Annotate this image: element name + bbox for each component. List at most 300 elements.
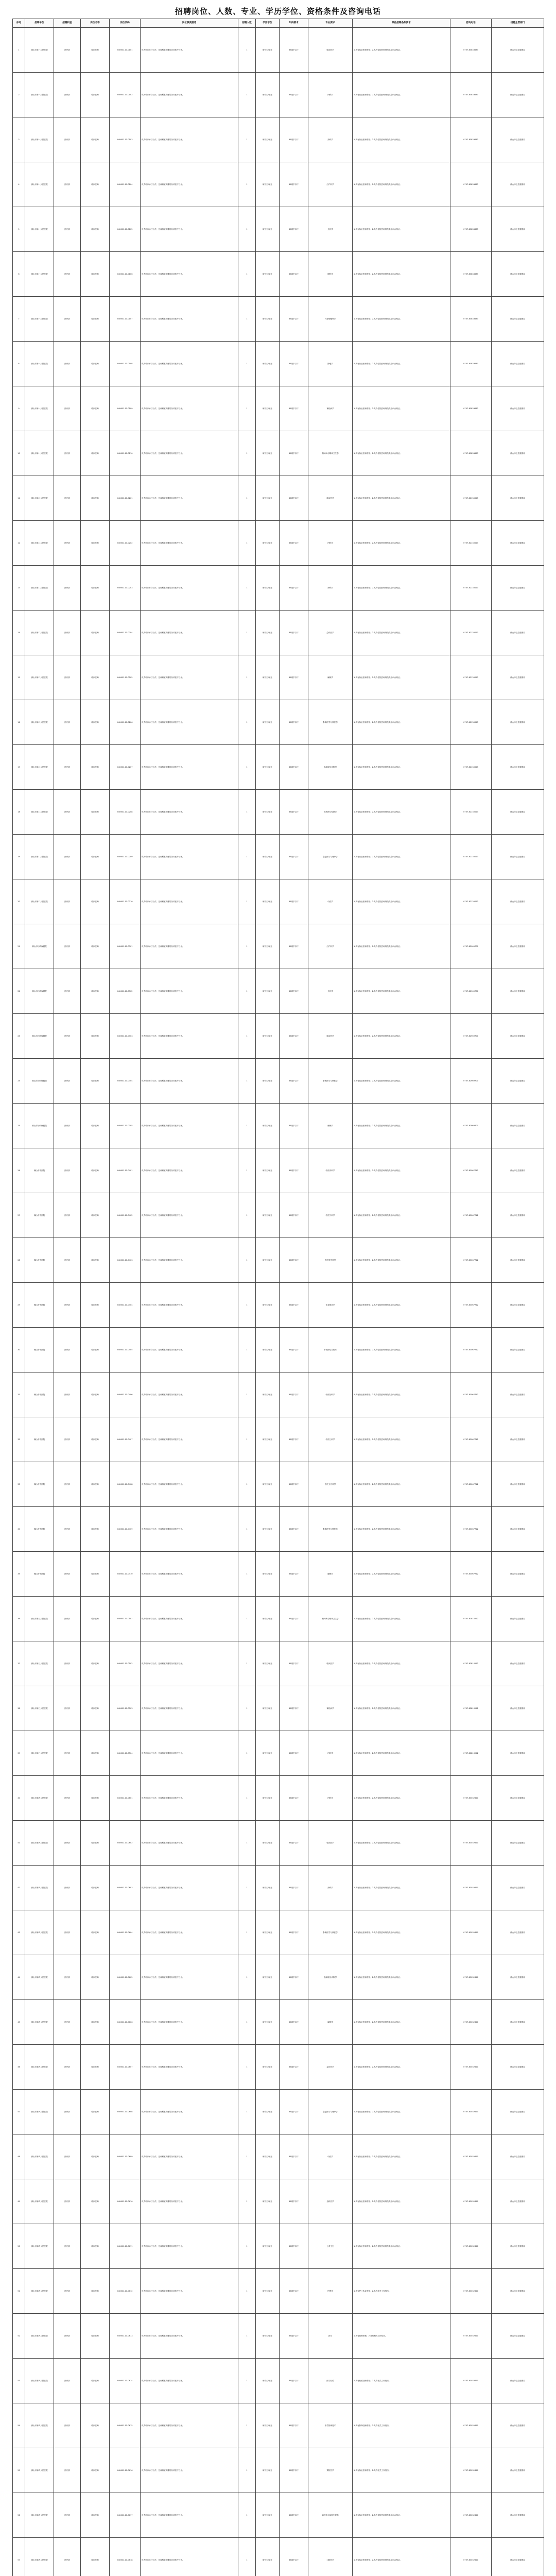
cell-tel: 0757-83067712 [450, 1552, 492, 1597]
cell-org: 佛山市第二人民医院 [25, 655, 54, 700]
cell-dept: 医疗部 [54, 1059, 81, 1104]
cell-code: 440601-11-0201 [110, 476, 141, 521]
cell-edu: 研究生/硕士 [256, 1866, 280, 1910]
cell-age: 35周岁以下 [280, 1283, 308, 1328]
cell-code: 440601-11-0614 [110, 2359, 141, 2403]
cell-edu: 研究生/硕士 [256, 1731, 280, 1776]
cell-post: 临床医师 [81, 1283, 110, 1328]
cell-req: 1.具有影像技师资格；2.具有相关工作经历。 [353, 2403, 450, 2448]
cell-req: 1.具有执业医师资格；2.具有住院医师规范化培训合格证。 [353, 745, 450, 790]
cell-post: 临床医师 [81, 2134, 110, 2179]
cell-num: 1 [238, 2179, 256, 2224]
table-row [13, 745, 544, 790]
table-row [13, 2493, 544, 2538]
cell-post: 临床医师 [81, 297, 110, 342]
cell-edu: 研究生/硕士 [256, 969, 280, 1014]
cell-tel: 0757-83032620 [450, 1955, 492, 2000]
cell-code: 440601-11-0618 [110, 2538, 141, 2576]
cell-age: 35周岁以下 [280, 431, 308, 476]
cell-num: 1 [238, 342, 256, 386]
cell-age: 35周岁以下 [280, 879, 308, 924]
cell-dep: 佛山市卫生健康局 [492, 2000, 544, 2045]
cell-duty: 负责临床诊疗工作，完成科室安排的各项医疗任务。 [141, 1866, 238, 1910]
cell-edu: 研究生/硕士 [256, 1372, 280, 1417]
cell-no: 15 [13, 655, 25, 700]
cell-req: 1.具有执业医师资格；2.具有住院医师规范化培训合格证。 [353, 1193, 450, 1238]
cell-major: 精神病与精神卫生学 [308, 431, 353, 476]
cell-code: 440601-11-0104 [110, 162, 141, 207]
cell-req: 1.具有执业医师资格；2.具有住院医师规范化培训合格证。 [353, 1462, 450, 1507]
cell-age: 35周岁以下 [280, 700, 308, 745]
cell-dep: 佛山市卫生健康局 [492, 207, 544, 252]
cell-org: 佛山市第四人民医院 [25, 1955, 54, 2000]
cell-num: 1 [238, 207, 256, 252]
cell-major: 麻醉学 [308, 1104, 353, 1148]
cell-duty: 负责临床诊疗工作，完成科室安排的各项医疗任务。 [141, 1148, 238, 1193]
cell-org: 佛山市第四人民医院 [25, 1821, 54, 1866]
cell-code: 440601-11-0203 [110, 566, 141, 611]
cell-no: 24 [13, 1059, 25, 1104]
cell-org: 佛山市第四人民医院 [25, 1776, 54, 1821]
cell-req: 1.具有执业医师资格；2.具有住院医师规范化培训合格证。 [353, 1552, 450, 1597]
table-row [13, 2359, 544, 2403]
cell-duty: 负责临床诊疗工作，完成科室安排的各项医疗任务。 [141, 1641, 238, 1686]
cell-no: 34 [13, 1507, 25, 1552]
cell-duty: 负责临床诊疗工作，完成科室安排的各项医疗任务。 [141, 1059, 238, 1104]
cell-dep: 佛山市卫生健康局 [492, 1641, 544, 1686]
cell-num: 1 [238, 1283, 256, 1328]
cell-duty: 负责临床诊疗工作，完成科室安排的各项医疗任务。 [141, 1283, 238, 1328]
cell-no: 25 [13, 1104, 25, 1148]
cell-org: 佛山市第二人民医院 [25, 790, 54, 835]
cell-dep: 佛山市卫生健康局 [492, 700, 544, 745]
cell-dep: 佛山市卫生健康局 [492, 969, 544, 1014]
cell-edu: 研究生/硕士 [256, 1821, 280, 1866]
cell-req: 1.具有执业医师资格；2.具有住院医师规范化培训合格证。 [353, 2134, 450, 2179]
cell-edu: 研究生/硕士 [256, 1104, 280, 1148]
cell-dept: 医疗部 [54, 1462, 81, 1507]
table-row [13, 476, 544, 521]
cell-num: 1 [238, 2538, 256, 2576]
cell-edu: 研究生/硕士 [256, 2359, 280, 2403]
cell-no: 38 [13, 1686, 25, 1731]
cell-num: 1 [238, 924, 256, 969]
cell-age: 35周岁以下 [280, 1328, 308, 1372]
table-row [13, 1238, 544, 1283]
cell-num: 1 [238, 1597, 256, 1641]
cell-duty: 负责临床诊疗工作，完成科室安排的各项医疗任务。 [141, 790, 238, 835]
cell-major: 神经病学 [308, 386, 353, 431]
cell-code: 440601-11-0210 [110, 879, 141, 924]
cell-duty: 负责临床诊疗工作，完成科室安排的各项医疗任务。 [141, 1776, 238, 1821]
cell-num: 1 [238, 1866, 256, 1910]
cell-req: 1.具有执业医师资格；2.具有住院医师规范化培训合格证。 [353, 1821, 450, 1866]
cell-req: 1.具有执业医师资格；2.具有住院医师规范化培训合格证。 [353, 1507, 450, 1552]
cell-dep: 佛山市卫生健康局 [492, 2045, 544, 2090]
cell-edu: 研究生/硕士 [256, 700, 280, 745]
cell-edu: 研究生/硕士 [256, 2134, 280, 2179]
cell-post: 临床医师 [81, 2179, 110, 2224]
cell-req: 1.具有执业医师资格；2.具有住院医师规范化培训合格证。 [353, 1059, 450, 1104]
cell-dep: 佛山市卫生健康局 [492, 790, 544, 835]
cell-no: 5 [13, 207, 25, 252]
cell-no: 2 [13, 73, 25, 117]
column-header: 序号 [13, 19, 25, 28]
cell-age: 35周岁以下 [280, 1821, 308, 1866]
cell-major: 中医儿科学 [308, 1417, 353, 1462]
cell-age: 35周岁以下 [280, 1059, 308, 1104]
cell-tel: 0757-82810222 [450, 1731, 492, 1776]
cell-major: 病理学与病理生理学 [308, 2493, 353, 2538]
cell-code: 440601-11-0101 [110, 28, 141, 73]
cell-org: 佛山市第二人民医院 [25, 835, 54, 879]
cell-major: 康复医学与理疗学 [308, 835, 353, 879]
cell-req: 1.具有执业医师资格；2.具有住院医师规范化培训合格证。 [353, 1283, 450, 1328]
cell-age: 35周岁以下 [280, 2359, 308, 2403]
cell-edu: 研究生/硕士 [256, 2090, 280, 2134]
cell-code: 440601-11-0617 [110, 2493, 141, 2538]
cell-edu: 研究生/硕士 [256, 342, 280, 386]
cell-code: 440601-11-0608 [110, 2090, 141, 2134]
cell-dep: 佛山市卫生健康局 [492, 2134, 544, 2179]
cell-no: 53 [13, 2359, 25, 2403]
cell-dep: 佛山市卫生健康局 [492, 1283, 544, 1328]
cell-tel: 0757-82969700 [450, 1104, 492, 1148]
cell-tel: 0757-83032620 [450, 2538, 492, 2576]
cell-dep: 佛山市卫生健康局 [492, 1552, 544, 1597]
cell-org: 佛山市第三人民医院 [25, 1641, 54, 1686]
cell-org: 佛山市中医院 [25, 1238, 54, 1283]
cell-age: 35周岁以下 [280, 1193, 308, 1238]
cell-edu: 研究生/硕士 [256, 2314, 280, 2359]
cell-duty: 负责临床诊疗工作，完成科室安排的各项医疗任务。 [141, 2269, 238, 2314]
cell-age: 35周岁以下 [280, 73, 308, 117]
cell-org: 佛山市第二人民医院 [25, 611, 54, 655]
cell-tel: 0757-82130023 [450, 879, 492, 924]
cell-code: 440601-11-0402 [110, 1193, 141, 1238]
cell-dept: 医疗部 [54, 2090, 81, 2134]
cell-req: 1.具有执业医师资格；2.具有住院医师规范化培训合格证。 [353, 1866, 450, 1910]
cell-age: 35周岁以下 [280, 2000, 308, 2045]
cell-post: 临床医师 [81, 1597, 110, 1641]
cell-age: 35周岁以下 [280, 1955, 308, 2000]
cell-no: 48 [13, 2134, 25, 2179]
cell-major: 影像医学与核医学 [308, 1059, 353, 1104]
cell-post: 临床医师 [81, 790, 110, 835]
cell-org: 佛山市第二人民医院 [25, 745, 54, 790]
cell-org: 佛山市第三人民医院 [25, 1597, 54, 1641]
table-row [13, 1552, 544, 1597]
cell-code: 440601-11-0605 [110, 1955, 141, 2000]
cell-req: 1.具有执业医师资格；2.具有住院医师规范化培训合格证。 [353, 2045, 450, 2090]
column-header: 岗位名称 [81, 19, 110, 28]
cell-req: 1.具有执业医师资格；2.具有住院医师规范化培训合格证。 [353, 297, 450, 342]
cell-age: 35周岁以下 [280, 1731, 308, 1776]
cell-duty: 负责临床诊疗工作，完成科室安排的各项医疗任务。 [141, 1193, 238, 1238]
cell-req: 1.具有执业医师资格；2.具有住院医师规范化培训合格证。 [353, 2090, 450, 2134]
cell-no: 54 [13, 2403, 25, 2448]
cell-tel: 0757-83833633 [450, 73, 492, 117]
cell-dept: 医疗部 [54, 1104, 81, 1148]
cell-major: 临床医学 [308, 1641, 353, 1686]
cell-post: 临床医师 [81, 1776, 110, 1821]
table-row [13, 2045, 544, 2090]
cell-major: 外科学 [308, 1866, 353, 1910]
cell-major: 临床检验诊断学 [308, 1955, 353, 2000]
cell-no: 51 [13, 2269, 25, 2314]
cell-post: 临床医师 [81, 207, 110, 252]
cell-req: 1.具有执业医师资格；2.具有住院医师规范化培训合格证。 [353, 1910, 450, 1955]
cell-dep: 佛山市卫生健康局 [492, 28, 544, 73]
cell-dept: 医疗部 [54, 2314, 81, 2359]
cell-org: 佛山市中医院 [25, 1148, 54, 1193]
table-row [13, 2448, 544, 2493]
cell-org: 佛山市妇幼保健院 [25, 969, 54, 1014]
cell-dep: 佛山市卫生健康局 [492, 611, 544, 655]
cell-org: 佛山市第一人民医院 [25, 28, 54, 73]
cell-code: 440601-11-0410 [110, 1552, 141, 1597]
cell-age: 35周岁以下 [280, 924, 308, 969]
cell-num: 1 [238, 2224, 256, 2269]
cell-major: 外科学 [308, 117, 353, 162]
table-row [13, 252, 544, 297]
cell-req: 1.具有执业医师资格；2.具有住院医师规范化培训合格证。 [353, 1731, 450, 1776]
cell-age: 35周岁以下 [280, 745, 308, 790]
cell-req: 1.具有执业医师资格；2.具有住院医师规范化培训合格证。 [353, 1328, 450, 1372]
cell-org: 佛山市第四人民医院 [25, 2134, 54, 2179]
cell-tel: 0757-83032620 [450, 2000, 492, 2045]
cell-req: 1.具有执业医师资格；2.具有住院医师规范化培训合格证。 [353, 73, 450, 117]
cell-age: 35周岁以下 [280, 1552, 308, 1597]
cell-edu: 研究生/硕士 [256, 2493, 280, 2538]
cell-code: 440601-11-0409 [110, 1507, 141, 1552]
cell-edu: 研究生/硕士 [256, 1597, 280, 1641]
cell-code: 440601-11-0304 [110, 1059, 141, 1104]
cell-tel: 0757-83833633 [450, 117, 492, 162]
cell-age: 35周岁以下 [280, 969, 308, 1014]
cell-edu: 研究生/硕士 [256, 790, 280, 835]
cell-req: 1.具有执业医师资格；2.具有住院医师规范化培训合格证。 [353, 2000, 450, 2045]
cell-tel: 0757-83032620 [450, 2314, 492, 2359]
cell-dept: 医疗部 [54, 117, 81, 162]
cell-edu: 研究生/硕士 [256, 655, 280, 700]
cell-req: 1.具有执业医师资格；2.具有住院医师规范化培训合格证。 [353, 162, 450, 207]
cell-dept: 医疗部 [54, 1372, 81, 1417]
cell-no: 18 [13, 790, 25, 835]
cell-org: 佛山市第一人民医院 [25, 252, 54, 297]
cell-num: 1 [238, 611, 256, 655]
cell-tel: 0757-82130023 [450, 835, 492, 879]
cell-major: 针灸推拿学 [308, 1283, 353, 1328]
cell-tel: 0757-83833633 [450, 297, 492, 342]
cell-code: 440601-11-0107 [110, 297, 141, 342]
cell-edu: 研究生/硕士 [256, 476, 280, 521]
table-row [13, 2269, 544, 2314]
cell-edu: 研究生/硕士 [256, 2269, 280, 2314]
cell-edu: 研究生/硕士 [256, 1283, 280, 1328]
table-row [13, 790, 544, 835]
table-row [13, 924, 544, 969]
table-row [13, 1955, 544, 2000]
cell-duty: 负责临床诊疗工作，完成科室安排的各项医疗任务。 [141, 924, 238, 969]
cell-code: 440601-11-0602 [110, 1821, 141, 1866]
cell-post: 临床医师 [81, 1641, 110, 1686]
cell-num: 1 [238, 566, 256, 611]
cell-edu: 研究生/硕士 [256, 73, 280, 117]
cell-org: 佛山市第四人民医院 [25, 2538, 54, 2576]
cell-dep: 佛山市卫生健康局 [492, 2314, 544, 2359]
cell-num: 1 [238, 521, 256, 566]
cell-no: 7 [13, 297, 25, 342]
cell-dept: 医疗部 [54, 431, 81, 476]
cell-edu: 研究生/硕士 [256, 566, 280, 611]
table-row [13, 297, 544, 342]
cell-org: 佛山市第四人民医院 [25, 2448, 54, 2493]
cell-duty: 负责临床诊疗工作，完成科室安排的各项医疗任务。 [141, 2134, 238, 2179]
cell-tel: 0757-82810222 [450, 1597, 492, 1641]
table-row [13, 1910, 544, 1955]
cell-post: 临床医师 [81, 476, 110, 521]
cell-num: 1 [238, 2359, 256, 2403]
cell-tel: 0757-82969700 [450, 969, 492, 1014]
cell-dep: 佛山市卫生健康局 [492, 1059, 544, 1104]
cell-dep: 佛山市卫生健康局 [492, 162, 544, 207]
cell-dep: 佛山市卫生健康局 [492, 2269, 544, 2314]
cell-org: 佛山市第二人民医院 [25, 879, 54, 924]
cell-duty: 负责临床诊疗工作，完成科室安排的各项医疗任务。 [141, 2000, 238, 2045]
cell-major: 中医五官科学 [308, 1462, 353, 1507]
cell-age: 35周岁以下 [280, 2448, 308, 2493]
column-header: 其他招聘条件要求 [353, 19, 450, 28]
cell-tel: 0757-83032620 [450, 1910, 492, 1955]
cell-edu: 研究生/硕士 [256, 117, 280, 162]
cell-edu: 研究生/硕士 [256, 1462, 280, 1507]
table-row [13, 566, 544, 611]
table-row [13, 700, 544, 745]
cell-dept: 医疗部 [54, 1910, 81, 1955]
cell-num: 1 [238, 2448, 256, 2493]
cell-edu: 研究生/硕士 [256, 1193, 280, 1238]
cell-code: 440601-11-0303 [110, 1014, 141, 1059]
cell-tel: 0757-83032620 [450, 1866, 492, 1910]
cell-duty: 负责临床诊疗工作，完成科室安排的各项医疗任务。 [141, 1821, 238, 1866]
cell-dep: 佛山市卫生健康局 [492, 655, 544, 700]
cell-num: 1 [238, 1507, 256, 1552]
cell-dept: 医疗部 [54, 1955, 81, 2000]
cell-age: 35周岁以下 [280, 117, 308, 162]
cell-edu: 研究生/硕士 [256, 2448, 280, 2493]
cell-major: 预防医学 [308, 2448, 353, 2493]
cell-no: 56 [13, 2493, 25, 2538]
cell-duty: 负责临床诊疗工作，完成科室安排的各项医疗任务。 [141, 969, 238, 1014]
cell-req: 1.具有执业医师资格；2.具有住院医师规范化培训合格证。 [353, 1597, 450, 1641]
cell-req: 1.具有执业医师资格；2.具有住院医师规范化培训合格证。 [353, 835, 450, 879]
cell-code: 440601-11-0407 [110, 1417, 141, 1462]
cell-org: 佛山市中医院 [25, 1552, 54, 1597]
cell-age: 35周岁以下 [280, 252, 308, 297]
cell-code: 440601-11-0501 [110, 1597, 141, 1641]
cell-no: 14 [13, 611, 25, 655]
cell-org: 佛山市第二人民医院 [25, 700, 54, 745]
column-header: 年龄要求 [280, 19, 308, 28]
table-row [13, 835, 544, 879]
cell-num: 1 [238, 1776, 256, 1821]
cell-major: 临床医学 [308, 28, 353, 73]
cell-age: 35周岁以下 [280, 2090, 308, 2134]
cell-org: 佛山市第四人民医院 [25, 2045, 54, 2090]
cell-major: 麻醉学 [308, 1552, 353, 1597]
cell-post: 临床医师 [81, 745, 110, 790]
cell-major: 麻醉学 [308, 2000, 353, 2045]
cell-post: 临床医师 [81, 1686, 110, 1731]
cell-no: 26 [13, 1148, 25, 1193]
cell-dep: 佛山市卫生健康局 [492, 1597, 544, 1641]
cell-tel: 0757-83032620 [450, 2045, 492, 2090]
cell-dep: 佛山市卫生健康局 [492, 1910, 544, 1955]
cell-num: 1 [238, 2000, 256, 2045]
cell-dept: 医疗部 [54, 1641, 81, 1686]
cell-org: 佛山市第二人民医院 [25, 566, 54, 611]
cell-num: 1 [238, 700, 256, 745]
cell-num: 1 [238, 790, 256, 835]
cell-dept: 医疗部 [54, 2403, 81, 2448]
table-body [13, 28, 544, 2576]
cell-post: 临床医师 [81, 2000, 110, 2045]
cell-dep: 佛山市卫生健康局 [492, 1462, 544, 1507]
cell-code: 440601-11-0610 [110, 2179, 141, 2224]
cell-major: 中西医结合临床 [308, 1328, 353, 1372]
cell-duty: 负责临床诊疗工作，完成科室安排的各项医疗任务。 [141, 655, 238, 700]
cell-post: 临床医师 [81, 611, 110, 655]
cell-tel: 0757-83067712 [450, 1193, 492, 1238]
cell-org: 佛山市第三人民医院 [25, 1731, 54, 1776]
cell-major: 临床医学 [308, 476, 353, 521]
cell-dep: 佛山市卫生健康局 [492, 252, 544, 297]
cell-age: 35周岁以下 [280, 1910, 308, 1955]
cell-no: 30 [13, 1328, 25, 1372]
cell-no: 27 [13, 1193, 25, 1238]
cell-org: 佛山市第四人民医院 [25, 2090, 54, 2134]
cell-no: 32 [13, 1417, 25, 1462]
cell-major: 口腔医学 [308, 2538, 353, 2576]
cell-tel: 0757-83833633 [450, 386, 492, 431]
cell-tel: 0757-82969700 [450, 924, 492, 969]
cell-org: 佛山市中医院 [25, 1193, 54, 1238]
table-row [13, 611, 544, 655]
cell-req: 1.具有检验技师资格；2.具有相关工作经历。 [353, 2359, 450, 2403]
cell-no: 44 [13, 1955, 25, 2000]
cell-dept: 医疗部 [54, 1238, 81, 1283]
cell-major: 眼科学 [308, 252, 353, 297]
cell-code: 440601-11-0401 [110, 1148, 141, 1193]
cell-no: 43 [13, 1910, 25, 1955]
cell-age: 35周岁以下 [280, 2493, 308, 2538]
cell-code: 440601-11-0612 [110, 2269, 141, 2314]
cell-duty: 负责临床诊疗工作，完成科室安排的各项医疗任务。 [141, 521, 238, 566]
cell-code: 440601-11-0206 [110, 700, 141, 745]
cell-major: 麻醉学 [308, 655, 353, 700]
cell-duty: 负责临床诊疗工作，完成科室安排的各项医疗任务。 [141, 386, 238, 431]
cell-tel: 0757-83067712 [450, 1238, 492, 1283]
cell-dept: 医疗部 [54, 2448, 81, 2493]
cell-dept: 医疗部 [54, 162, 81, 207]
cell-major: 中医妇科学 [308, 1372, 353, 1417]
cell-num: 1 [238, 386, 256, 431]
cell-duty: 负责临床诊疗工作，完成科室安排的各项医疗任务。 [141, 1104, 238, 1148]
cell-num: 1 [238, 73, 256, 117]
table-row [13, 1148, 544, 1193]
cell-duty: 负责临床诊疗工作，完成科室安排的各项医疗任务。 [141, 835, 238, 879]
